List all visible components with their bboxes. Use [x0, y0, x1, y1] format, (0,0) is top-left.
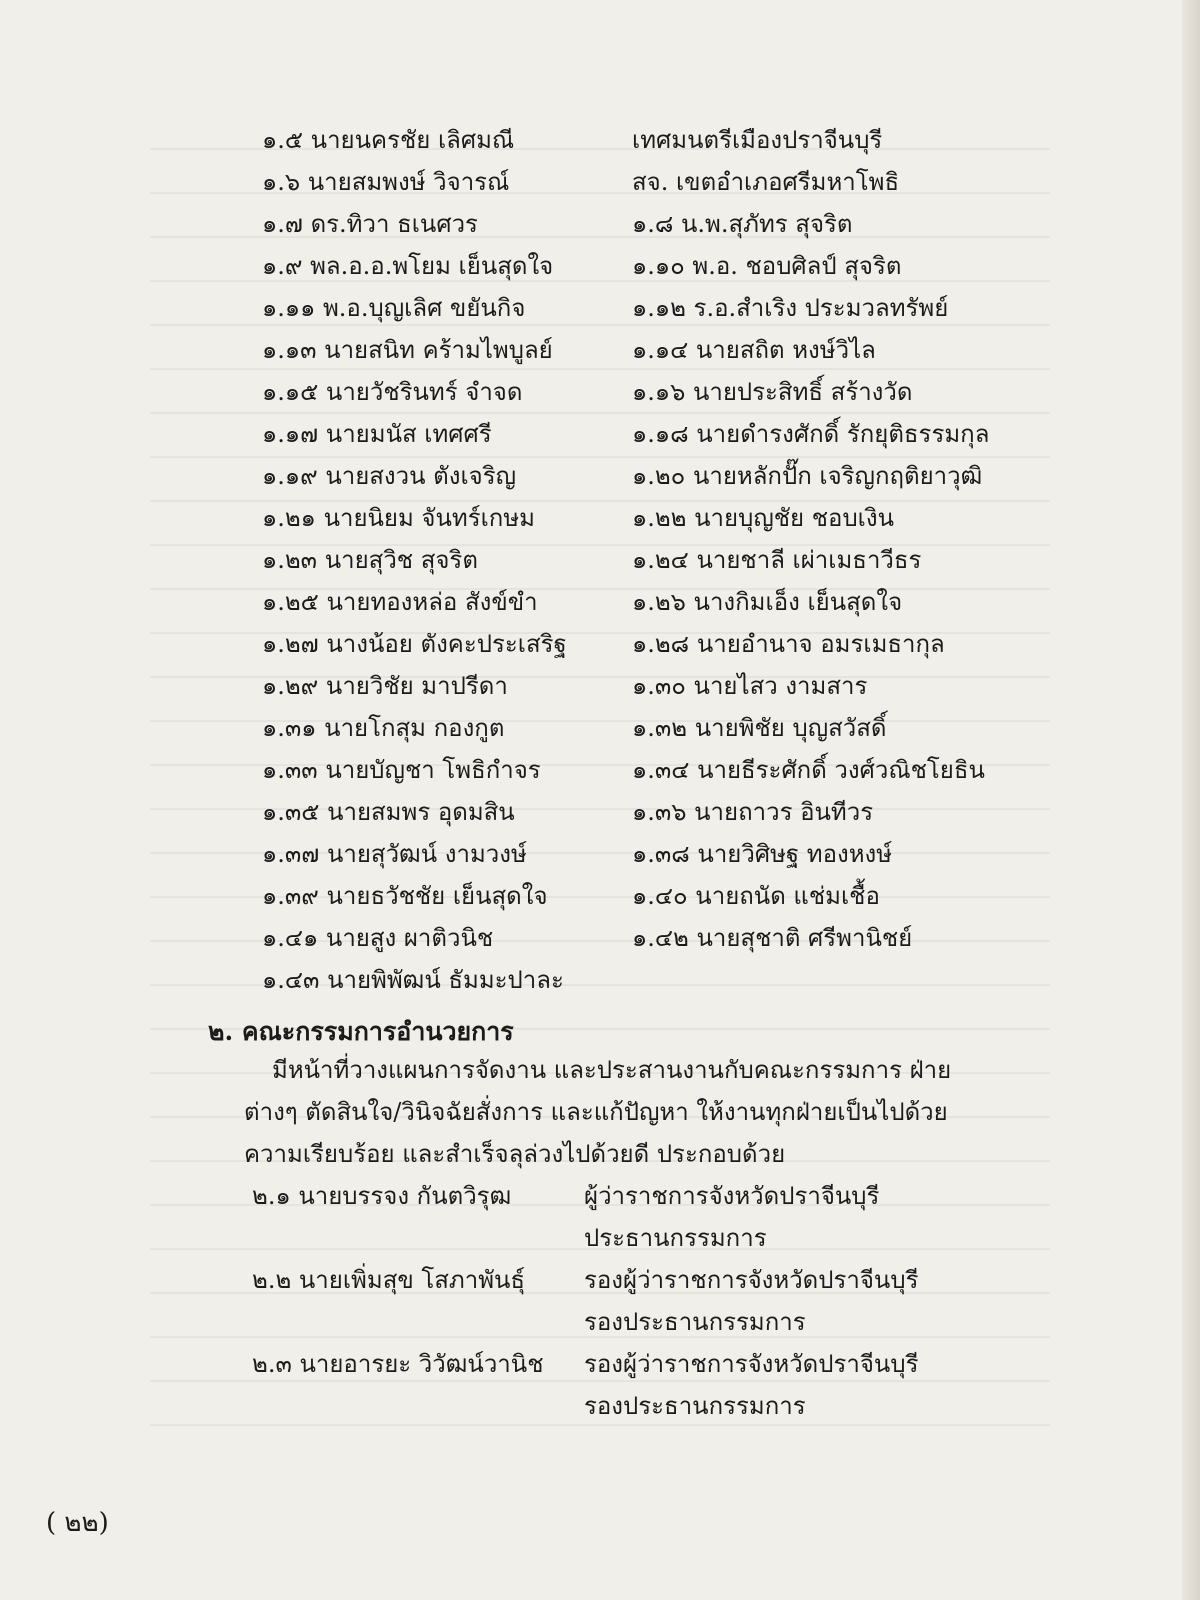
list-item: ๑.๔๑ นายสูง ผาติวนิช	[262, 924, 494, 952]
list-item: ๑.๒๐ นายหลักปั๊ก เจริญกฤติยาวุฒิ	[632, 462, 983, 490]
list-item: ๑.๕ นายนครชัย เลิศมณี	[262, 126, 515, 154]
list-item: ๑.๑๒ ร.อ.สำเริง ประมวลทรัพย์	[632, 294, 949, 322]
list-item: ๑.๑๗ นายมนัส เทศศรี	[262, 420, 492, 448]
list-item: สจ. เขตอำเภอศรีมหาโพธิ	[632, 168, 900, 196]
section2-heading: ๒. คณะกรรมการอำนวยการ	[208, 1017, 514, 1046]
list-item: ๑.๒๙ นายวิชัย มาปรีดา	[262, 672, 508, 700]
list-item: ๑.๓๐ นายไสว งามสาร	[632, 672, 868, 700]
list-item: ๑.๒๗ นางน้อย ตังคะประเสริฐ	[262, 630, 567, 658]
section2-member-position: รองผู้ว่าราชการจังหวัดปราจีนบุรี	[584, 1266, 919, 1294]
list-item: ๑.๗ ดร.ทิวา ธเนศวร	[262, 210, 478, 238]
page-edge	[1182, 0, 1200, 1600]
list-item: ๑.๓๓ นายบัญชา โพธิกำจร	[262, 756, 541, 784]
list-item: ๑.๓๕ นายสมพร อุดมสิน	[262, 798, 515, 826]
list-item: ๑.๓๔ นายธีระศักดิ์ วงศ์วณิชโยธิน	[632, 756, 985, 784]
section2-member-name: ๒.๑ นายบรรจง กันตวิรุฒ	[252, 1182, 512, 1210]
list-item: ๑.๑๔ นายสถิต หงษ์วิไล	[632, 336, 876, 364]
list-item: เทศมนตรีเมืองปราจีนบุรี	[632, 126, 883, 154]
list-item: ๑.๘ น.พ.สุภัทร สุจริต	[632, 210, 853, 238]
section2-member-position: รองผู้ว่าราชการจังหวัดปราจีนบุรี	[584, 1350, 919, 1378]
section2-member-role: รองประธานกรรมการ	[584, 1392, 806, 1420]
list-item: ๑.๓๗ นายสุวัฒน์ งามวงษ์	[262, 840, 527, 868]
list-item: ๑.๒๓ นายสุวิช สุจริต	[262, 546, 478, 574]
list-item: ๑.๒๖ นางกิมเอ็ง เย็นสุดใจ	[632, 588, 903, 616]
section2-member-name: ๒.๒ นายเพิ่มสุข โสภาพันธุ์	[252, 1266, 526, 1294]
list-item: ๑.๓๑ นายโกสุม กองกูต	[262, 714, 505, 742]
list-item: ๑.๓๖ นายถาวร อินทีวร	[632, 798, 874, 826]
list-item: ๑.๓๘ นายวิศิษฐ ทองหงษ์	[632, 840, 893, 868]
section2-member-position: ผู้ว่าราชการจังหวัดปราจีนบุรี	[584, 1182, 880, 1210]
list-item: ๑.๖ นายสมพงษ์ วิจารณ์	[262, 168, 510, 196]
section2-description-line3: ความเรียบร้อย และสำเร็จลุล่วงไปด้วยดี ประกอบด้วย	[244, 1140, 786, 1168]
list-item: ๑.๙ พล.อ.อ.พโยม เย็นสุดใจ	[262, 252, 554, 280]
section2-member-role: รองประธานกรรมการ	[584, 1308, 806, 1336]
list-item: ๑.๑๑ พ.อ.บุญเลิศ ขยันกิจ	[262, 294, 526, 322]
list-item: ๑.๑๘ นายดำรงศักดิ์ รักยุติธรรมกุล	[632, 420, 990, 448]
list-item: ๑.๒๑ นายนิยม จันทร์เกษม	[262, 504, 535, 532]
list-item: ๑.๑๐ พ.อ. ชอบศิลป์ สุจริต	[632, 252, 902, 280]
list-item: ๑.๔๐ นายถนัด แช่มเชื้อ	[632, 882, 880, 910]
section2-member-name: ๒.๓ นายอารยะ วิวัฒน์วานิช	[252, 1350, 544, 1378]
list-item: ๑.๔๓ นายพิพัฒน์ ธัมมะปาละ	[262, 966, 564, 994]
list-item: ๑.๑๕ นายวัชรินทร์ จำจด	[262, 378, 523, 406]
list-item: ๑.๒๕ นายทองหล่อ สังข์ขำ	[262, 588, 538, 616]
list-item: ๑.๓๒ นายพิชัย บุญสวัสดิ์	[632, 714, 887, 742]
list-item: ๑.๒๘ นายอำนาจ อมรเมธากุล	[632, 630, 945, 658]
list-item: ๑.๔๒ นายสุชาติ ศรีพานิชย์	[632, 924, 913, 952]
section2-description-line2: ต่างๆ ตัดสินใจ/วินิจฉัยสั่งการ และแก้ปัญหา ให้งานทุกฝ่ายเป็นไปด้วย	[244, 1098, 948, 1126]
list-item: ๑.๑๙ นายสงวน ตังเจริญ	[262, 462, 517, 490]
section2-description-line1: มีหน้าที่วางแผนการจัดงาน และประสานงานกับคณะกรรมการ ฝ่าย	[272, 1056, 952, 1084]
list-item: ๑.๓๙ นายธวัชชัย เย็นสุดใจ	[262, 882, 548, 910]
list-item: ๑.๒๔ นายชาลี เผ่าเมธาวีธร	[632, 546, 922, 574]
section2-member-role: ประธานกรรมการ	[584, 1224, 767, 1252]
list-item: ๑.๑๖ นายประสิทธิ์ สร้างวัด	[632, 378, 913, 406]
page-number: ( ๒๒)	[46, 1508, 109, 1538]
list-item: ๑.๒๒ นายบุญชัย ชอบเงิน	[632, 504, 895, 532]
list-item: ๑.๑๓ นายสนิท คร้ามไพบูลย์	[262, 336, 553, 364]
